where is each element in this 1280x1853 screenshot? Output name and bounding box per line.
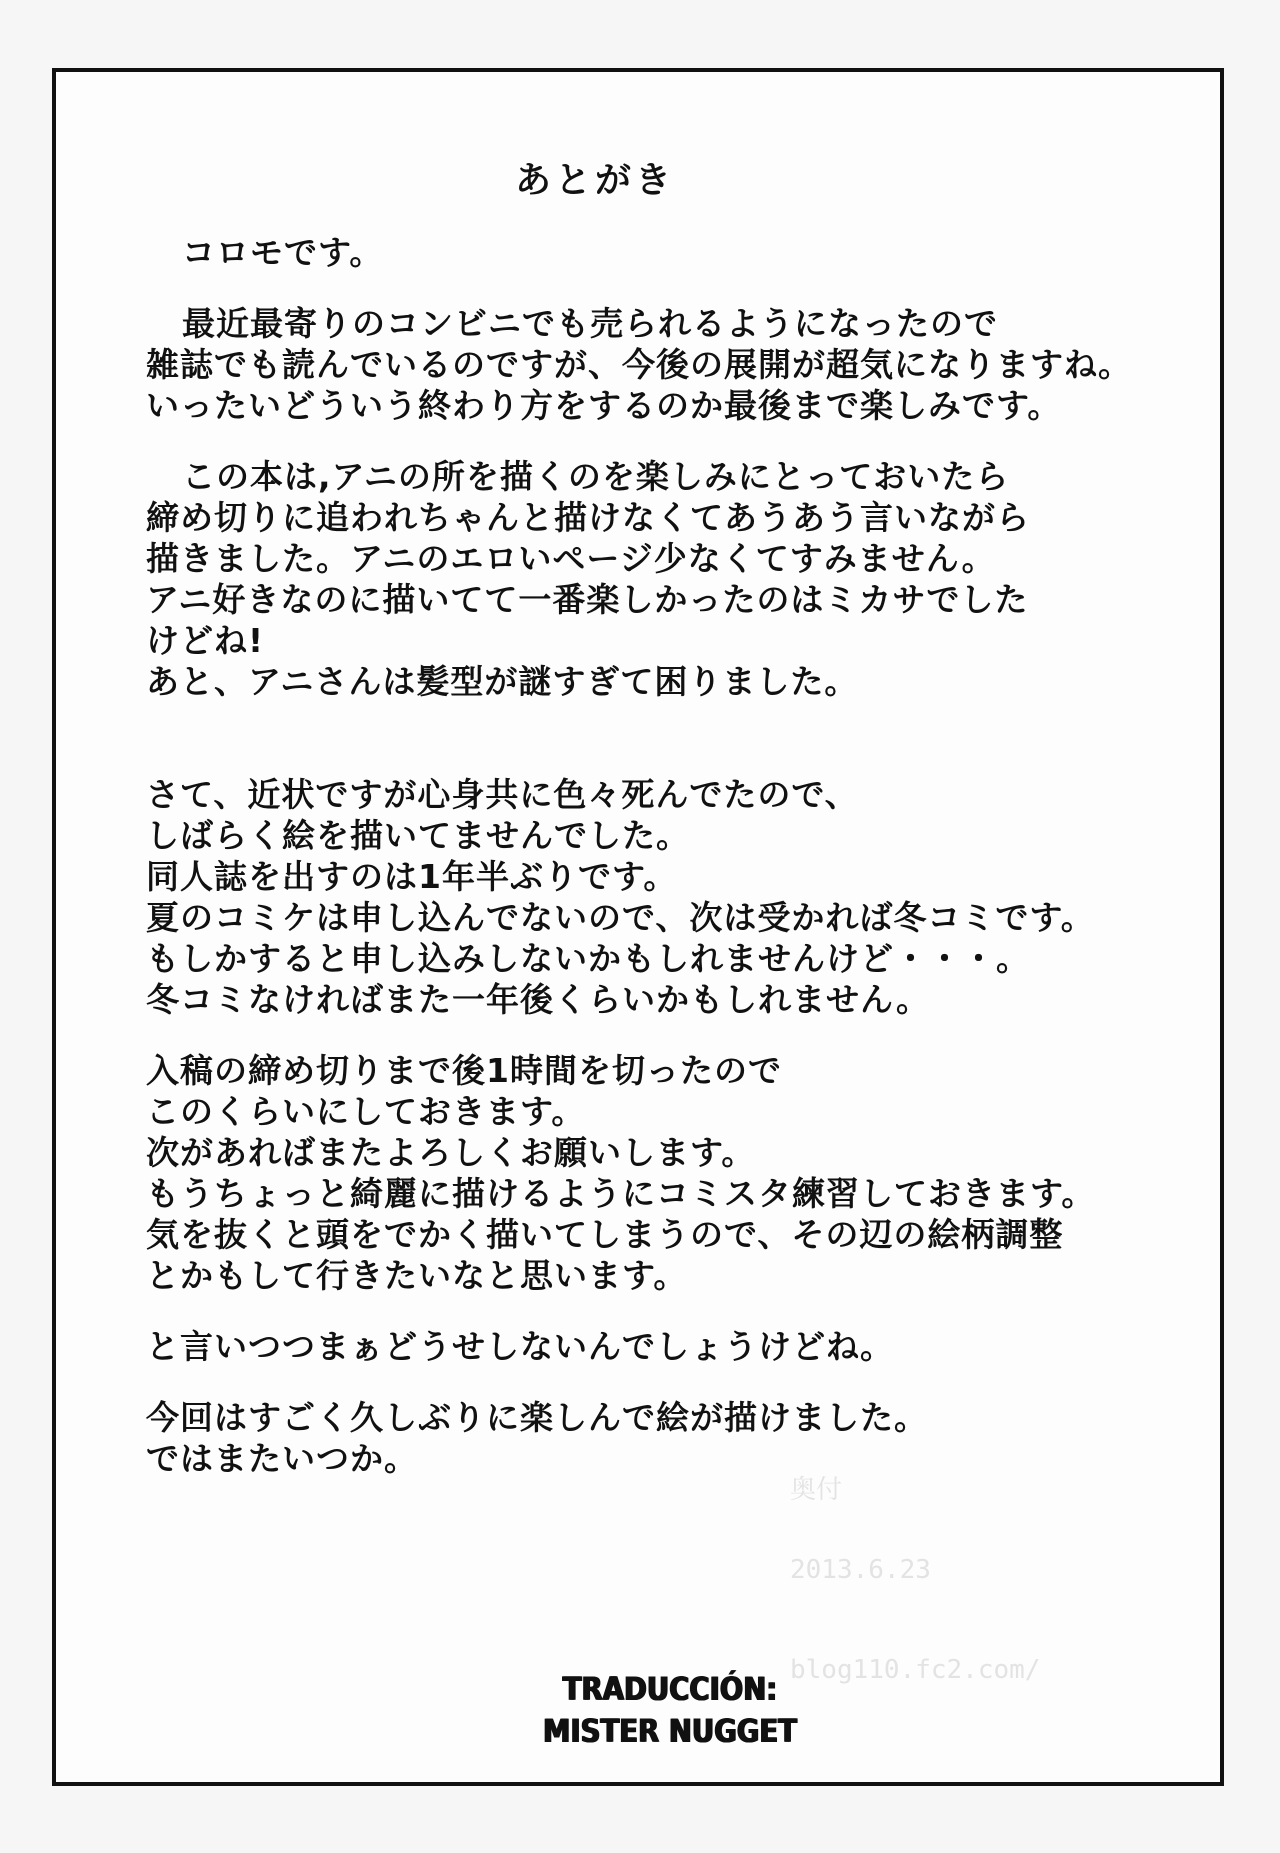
text-line: 入稿の締め切りまで後1時間を切ったので [146,1051,782,1090]
text-line: アニ好きなのに描いてて一番楽しかったのはミカサでした [146,580,1029,619]
paragraph-aside [146,1326,1176,1367]
text-line: 次があればまたよろしくお願いします。 [146,1133,756,1172]
text-line: コロモです。 [182,233,384,272]
text-line: 雑誌でも読んでいるのですが、今後の展開が超気になりますね。 [146,345,1132,384]
text-line: 気を抜くと頭をでかく描いてしまうので、その辺の絵柄調整 [146,1215,1064,1254]
paragraph-book [146,456,1176,702]
text-line: とかもして行きたいなと思います。 [146,1256,688,1295]
paragraph-deadline [146,1050,1176,1296]
text-line: もうちょっと綺麗に描けるようにコミスタ練習しておきます。 [146,1174,1096,1213]
text-line: 同人誌を出すのは1年半ぶりです。 [146,857,678,896]
paragraph-magazine [146,303,1176,426]
paragraph-status [146,774,1176,1020]
text-line: と言いつつまぁどうせしないんでしょうけどね。 [146,1327,894,1366]
faded-colophon [790,1470,1210,1690]
text-line: 描きました。アニのエロいページ少なくてすみません。 [146,539,996,578]
text-line: いったいどういう終わり方をするのか最後まで楽しみです。 [146,386,1062,425]
translation-credit [541,1668,799,1752]
credit-label: TRADUCCIÓN: [562,1670,778,1708]
paragraph-closing [146,1397,1176,1479]
colophon-line: 2013.6.23 [790,1555,931,1585]
credit-name: MISTER NUGGET [543,1712,797,1750]
afterword-body [146,232,1176,1509]
text-line: しばらく絵を描いてませんでした。 [146,816,690,855]
text-line: あと、アニさんは髪型が謎すぎて困りました。 [146,662,859,701]
colophon-line: 奥付 [790,1475,843,1505]
text-line: 最近最寄りのコンビニでも売られるようになったので [182,304,998,343]
page-title: あとがき [514,160,675,201]
text-line: もしかすると申し込みしないかもしれませんけど・・・。 [146,939,1030,978]
text-line: ではまたいつか。 [146,1439,418,1478]
text-line: 締め切りに追われちゃんと描けなくてあうあう言いながら [146,498,1030,537]
text-line: このくらいにしておきます。 [146,1092,586,1131]
text-line: 今回はすごく久しぶりに楽しんで絵が描けました。 [146,1398,928,1437]
text-line: この本は,アニの所を描くのを楽しみにとっておいたら [182,457,1010,496]
text-line: さて、近状ですが心身共に色々死んでたので、 [146,775,859,814]
text-line: けどね! [146,621,265,660]
paragraph-greeting [146,232,1176,273]
colophon-line: blog110.fc2.com/ [790,1655,1041,1685]
text-line: 冬コミなければまた一年後くらいかもしれません。 [146,980,930,1019]
text-line: 夏のコミケは申し込んでないので、次は受かれば冬コミです。 [146,898,1095,937]
